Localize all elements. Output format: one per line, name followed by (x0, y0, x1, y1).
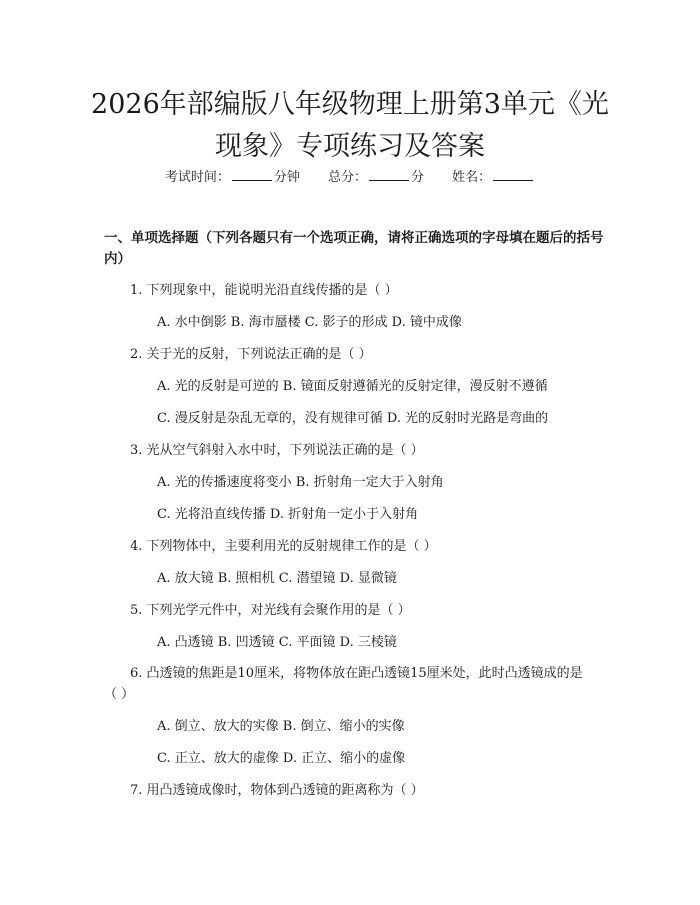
question-stem: 7. 用凸透镜成像时，物体到凸透镜的距离称为（ ） (130, 783, 424, 798)
question-option: C. 光将沿直线传播 D. 折射角一定小于入射角 (157, 507, 419, 522)
question-stem: 5. 下列光学元件中，对光线有会聚作用的是（ ） (130, 603, 411, 618)
question-option: A. 光的反射是可逆的 B. 镜面反射遵循光的反射定律，漫反射不遵循 (157, 379, 548, 394)
time-unit: 分钟 (273, 170, 300, 185)
exam-meta (0, 168, 700, 188)
question-option: A. 凸透镜 B. 凹透镜 C. 平面镜 D. 三棱镜 (157, 635, 397, 650)
question-stem: 3. 光从空气斜射入水中时，下列说法正确的是（ ） (130, 443, 424, 458)
question-stem: 1. 下列现象中，能说明光沿直线传播的是（ ） (130, 283, 398, 298)
score-blank (369, 180, 409, 181)
question-option: A. 水中倒影 B. 海市蜃楼 C. 影子的形成 D. 镜中成像 (157, 315, 462, 330)
question-option: A. 倒立、放大的实像 B. 倒立、缩小的实像 (157, 719, 405, 734)
section-heading: 一、单项选择题（下列各题只有一个选项正确，请将正确选项的字母填在题后的括号内） (104, 230, 604, 267)
question-option: A. 光的传播速度将变小 B. 折射角一定大于入射角 (157, 475, 444, 490)
question-stem: 2. 关于光的反射，下列说法正确的是（ ） (130, 347, 372, 362)
question-option: C. 漫反射是杂乱无章的，没有规律可循 D. 光的反射时光路是弯曲的 (157, 411, 549, 426)
question-option: C. 正立、放大的虚像 D. 正立、缩小的虚像 (157, 751, 406, 766)
student-name (452, 170, 535, 185)
total-score (328, 170, 424, 185)
question-stem: 4. 下列物体中，主要利用光的反射规律工作的是（ ） (130, 539, 437, 554)
time-label: 考试时间： (164, 170, 230, 185)
name-blank (493, 180, 533, 181)
question-stem: 6. 凸透镜的焦距是10厘米，将物体放在距凸透镜15厘米处，此时凸透镜成的是（ ） (104, 666, 583, 702)
question-option: A. 放大镜 B. 照相机 C. 潜望镜 D. 显微镜 (157, 571, 397, 586)
exam-time (165, 170, 300, 185)
time-blank (232, 180, 272, 181)
name-label: 姓名： (452, 170, 492, 185)
score-label: 总分： (327, 170, 367, 185)
score-unit: 分 (411, 170, 425, 185)
document-title: 2026年部编版八年级物理上册第3单元《光现象》专项练习及答案 (91, 89, 609, 162)
